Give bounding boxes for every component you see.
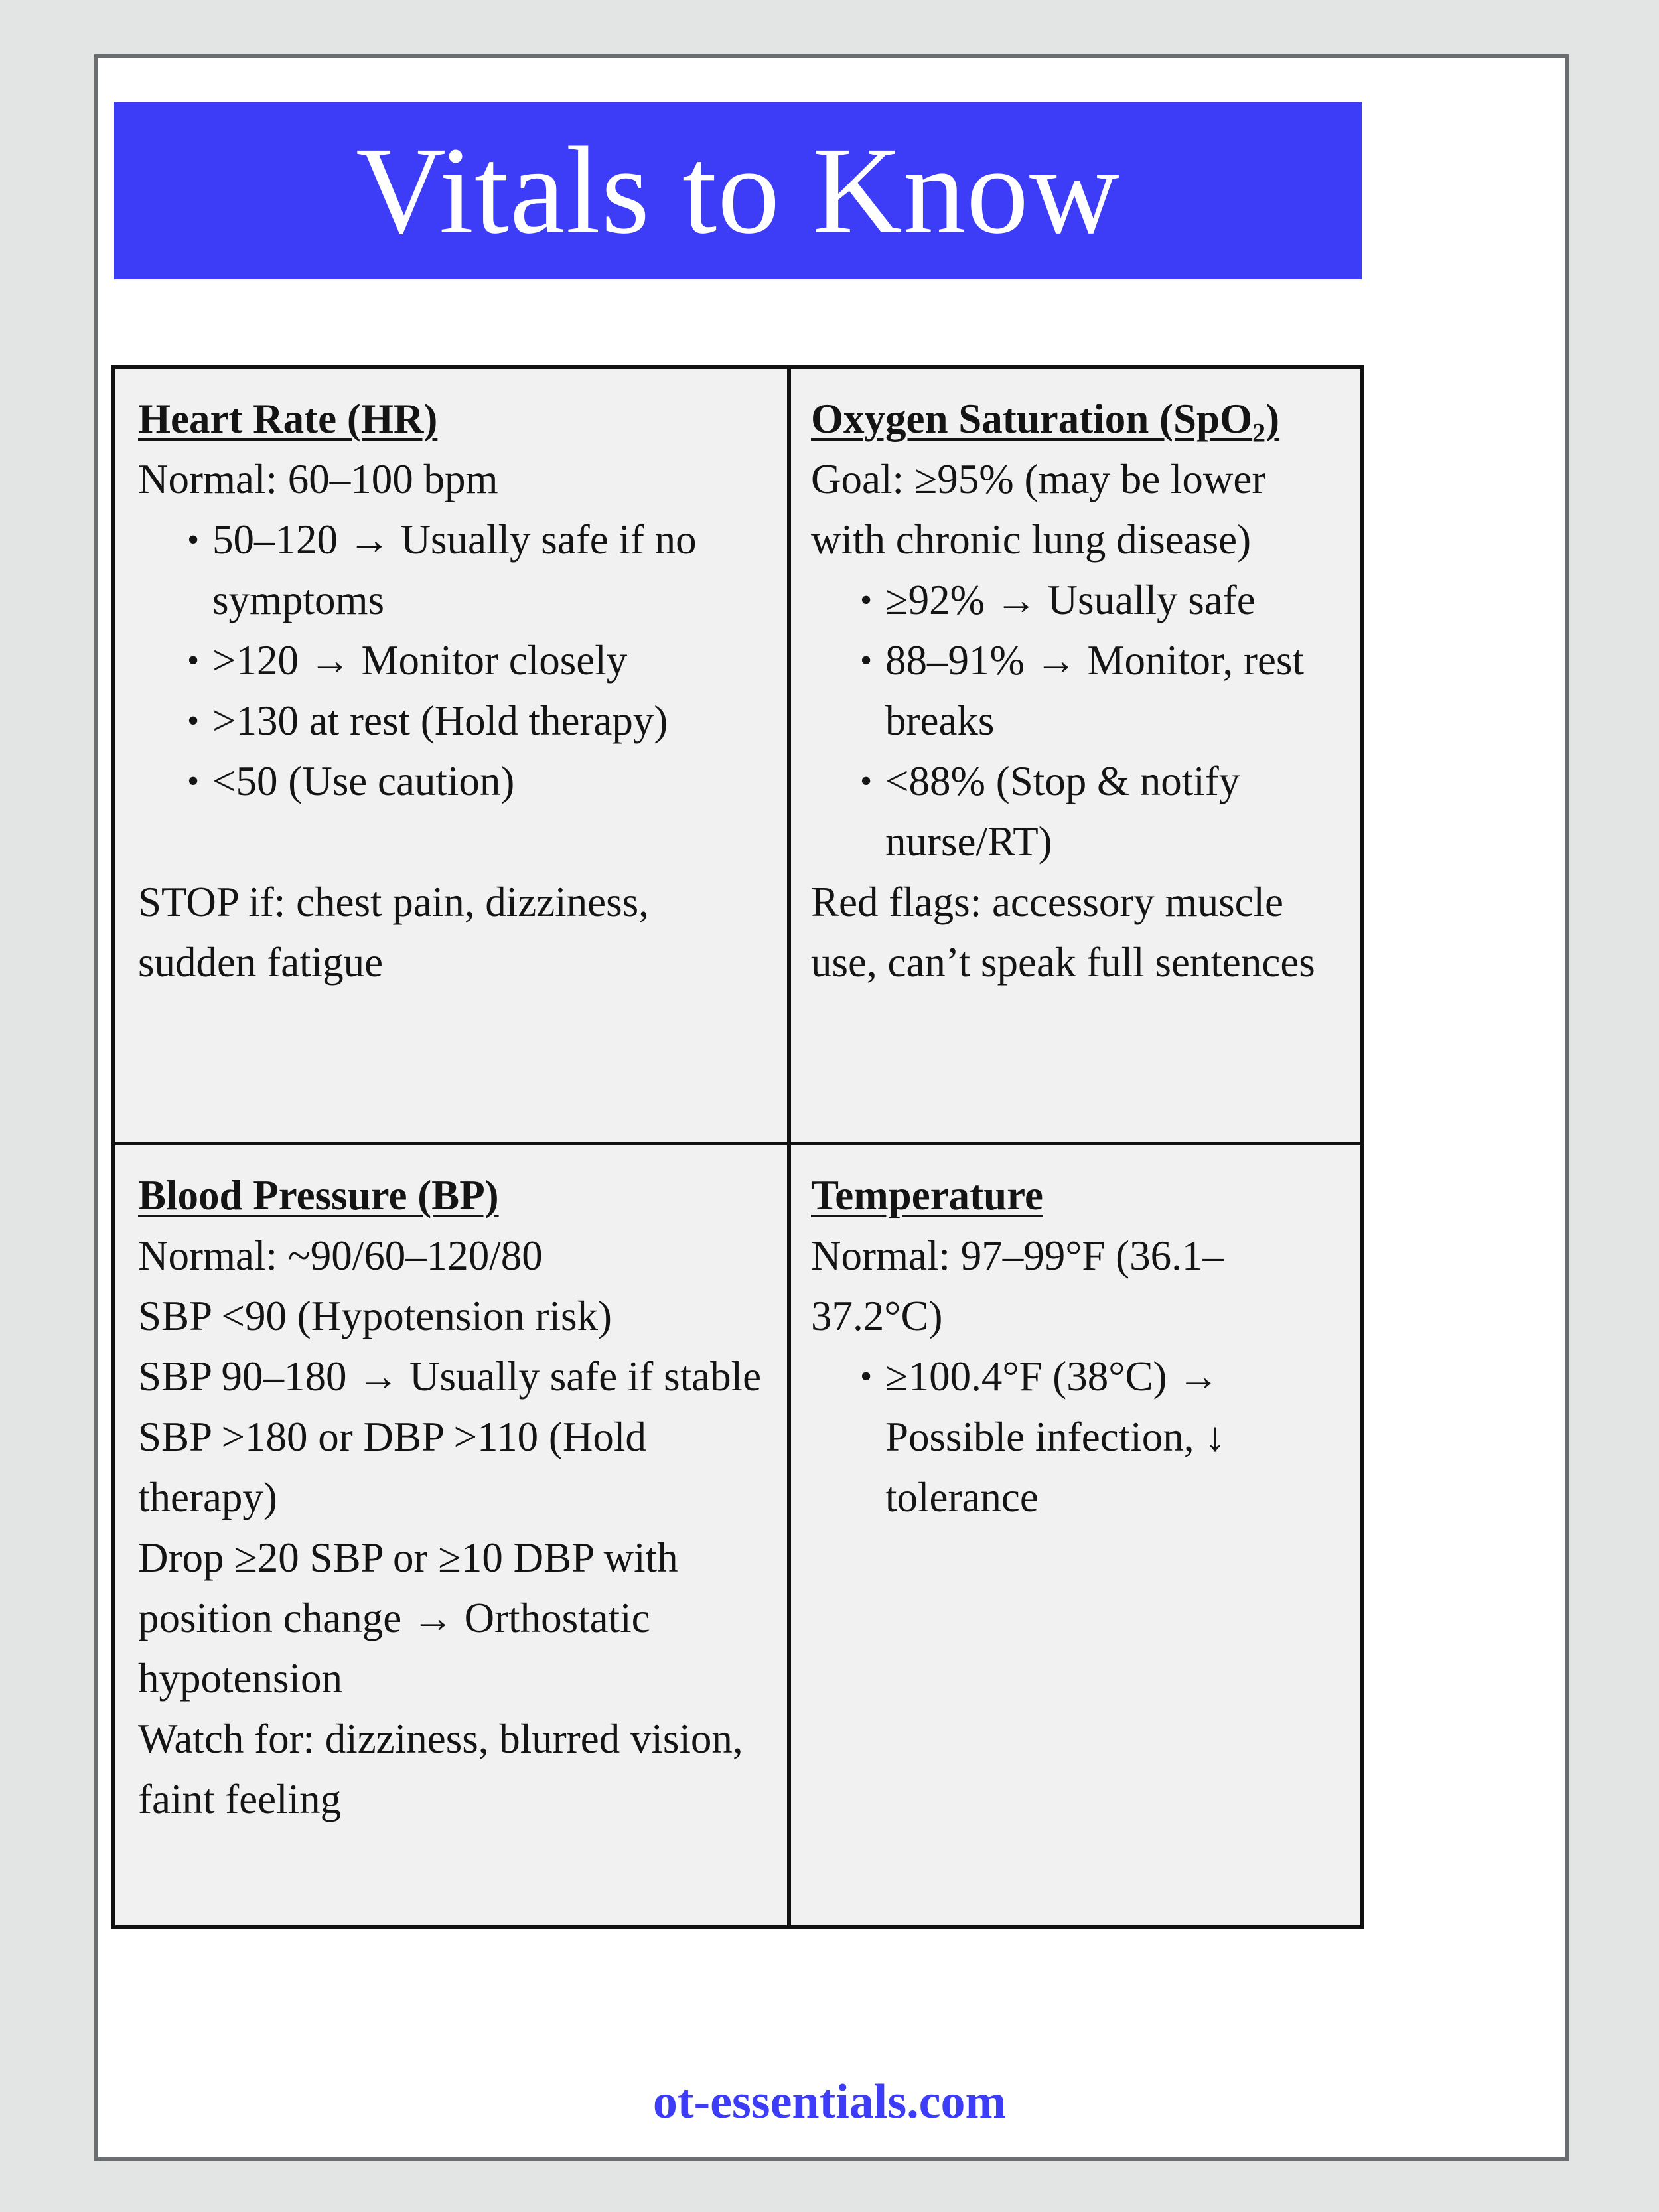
title-banner bbox=[114, 102, 1362, 279]
bp-line: SBP >180 or DBP >110 (Hold therapy) bbox=[138, 1414, 646, 1520]
list-item: • 50–120 → Usually safe if no symptoms bbox=[138, 510, 767, 630]
blood-pressure-section bbox=[115, 1145, 791, 1925]
oxygen-heading bbox=[811, 389, 1340, 449]
spacer bbox=[138, 812, 767, 872]
oxygen-section bbox=[791, 369, 1360, 1145]
temperature-list bbox=[811, 1347, 1340, 1528]
footer-text[interactable]: ot-essentials.com bbox=[652, 2075, 1007, 2129]
oxygen-goal: Goal: ≥95% (may be lower with chronic lung disease) bbox=[811, 456, 1266, 563]
bp-line: Normal: ~90/60–120/80 bbox=[138, 1232, 543, 1279]
bp-line: SBP 90–180 → Usually safe if stable bbox=[138, 1353, 762, 1400]
oxygen-list bbox=[811, 570, 1340, 872]
footer-link[interactable] bbox=[0, 2075, 1659, 2129]
temperature-normal: Normal: 97–99°F (36.1–37.2°C) bbox=[811, 1232, 1224, 1339]
list-item: • <88% (Stop & notify nurse/RT) bbox=[811, 751, 1340, 872]
heart-rate-normal: Normal: 60–100 bpm bbox=[138, 456, 498, 502]
bp-line: Drop ≥20 SBP or ≥10 DBP with position change → Orthostatic hypotension bbox=[138, 1534, 678, 1702]
oxygen-heading-subscript: 2 bbox=[1252, 417, 1266, 448]
vitals-grid bbox=[111, 365, 1364, 1929]
temperature-heading: Temperature bbox=[811, 1172, 1043, 1218]
list-item: • ≥100.4°F (38°C) → Possible infection, ↓ tolerance bbox=[811, 1347, 1340, 1528]
list-item: • >130 at rest (Hold therapy) bbox=[138, 691, 767, 751]
list-item: • 88–91% → Monitor, rest breaks bbox=[811, 630, 1340, 751]
oxygen-heading-end: ) bbox=[1265, 396, 1280, 442]
blood-pressure-heading: Blood Pressure (BP) bbox=[138, 1172, 499, 1218]
list-item: • ≥92% → Usually safe bbox=[811, 570, 1340, 630]
temperature-section bbox=[791, 1145, 1360, 1925]
bp-line: Watch for: dizziness, blurred vision, faint feeling bbox=[138, 1716, 743, 1822]
oxygen-red-flags: Red flags: accessory muscle use, can’t speak full sentences bbox=[811, 879, 1315, 986]
heart-rate-stop: STOP if: chest pain, dizziness, sudden fatigue bbox=[138, 879, 649, 986]
bp-line: SBP <90 (Hypotension risk) bbox=[138, 1293, 612, 1339]
oxygen-heading-main: Oxygen Saturation (SpO bbox=[811, 396, 1253, 442]
heart-rate-list bbox=[138, 510, 767, 812]
page-title: Vitals to Know bbox=[356, 121, 1120, 259]
list-item: • <50 (Use caution) bbox=[138, 751, 767, 812]
list-item: • >120 → Monitor closely bbox=[138, 630, 767, 691]
heart-rate-heading: Heart Rate (HR) bbox=[138, 396, 438, 442]
heart-rate-section bbox=[115, 369, 791, 1145]
